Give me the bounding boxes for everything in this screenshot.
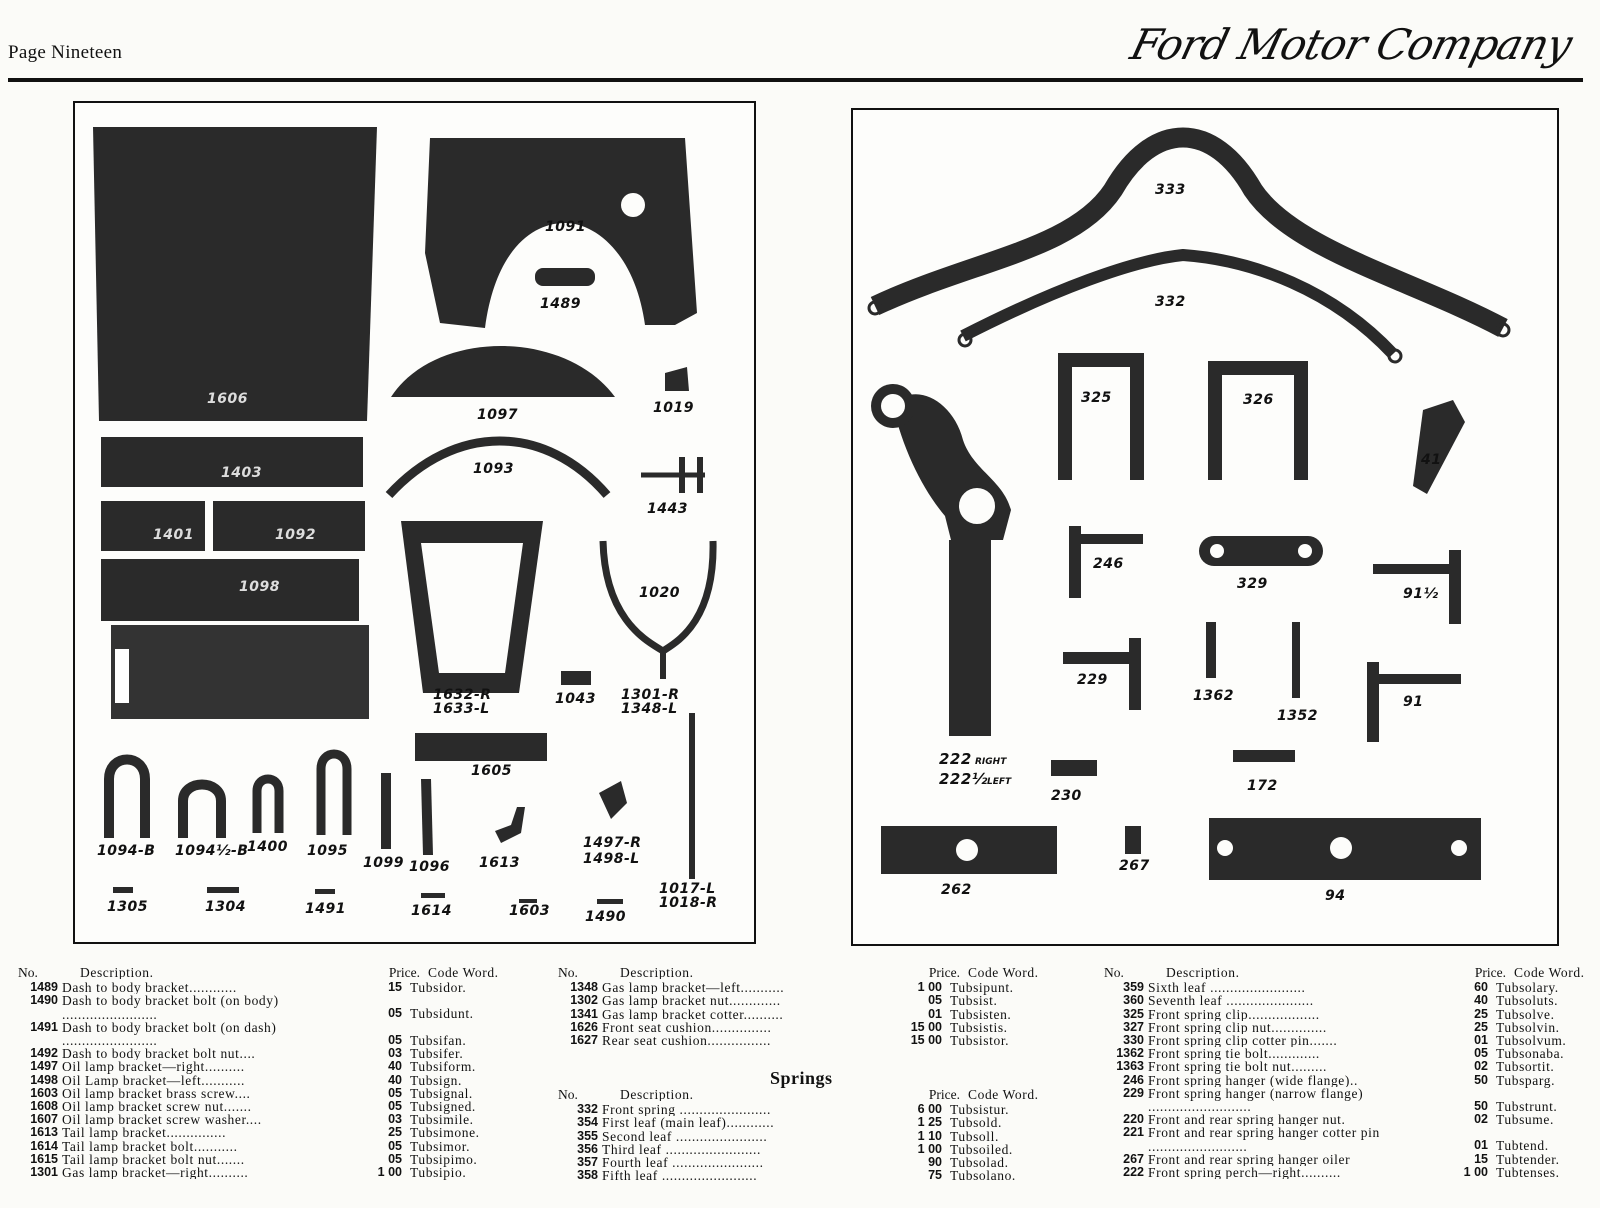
part-number: 1491 bbox=[30, 1019, 58, 1034]
part-label-1613: 1613 bbox=[479, 855, 520, 871]
part-246 bbox=[1075, 534, 1143, 544]
part-number: 1302 bbox=[570, 993, 598, 1008]
table-row bbox=[1104, 1008, 1584, 1021]
part-description: Front spring perch—right.......... bbox=[1148, 1166, 1341, 1180]
header-description: Description. bbox=[1166, 966, 1240, 980]
part-description: Seventh leaf ...................... bbox=[1148, 994, 1314, 1008]
part-label-325: 325 bbox=[1081, 390, 1112, 406]
part-label-1096: 1096 bbox=[409, 859, 450, 875]
part-number: 359 bbox=[1123, 980, 1144, 995]
header-price: Price. bbox=[1474, 965, 1506, 980]
part-1094-half-b bbox=[183, 785, 221, 839]
part-price: 02 bbox=[1474, 1112, 1488, 1127]
part-326 bbox=[1215, 368, 1301, 480]
header-price: Price. bbox=[928, 1087, 960, 1102]
part-label-1098: 1098 bbox=[239, 579, 280, 595]
part-price: 1 00 bbox=[1463, 1165, 1488, 1180]
part-1490 bbox=[597, 899, 623, 904]
part-price: 60 bbox=[1474, 980, 1488, 995]
part-number: 1492 bbox=[30, 1046, 58, 1061]
header-code: Code Word. bbox=[1514, 965, 1585, 980]
part-1043 bbox=[561, 671, 591, 685]
part-price: 25 bbox=[1474, 1019, 1488, 1034]
part-number: 332 bbox=[577, 1102, 598, 1117]
code-word: Tubsoll. bbox=[950, 1128, 999, 1144]
part-1491 bbox=[315, 889, 335, 894]
header-no: No. bbox=[558, 965, 578, 980]
table-row bbox=[18, 1021, 493, 1047]
part-number: 1626 bbox=[570, 1019, 598, 1034]
part-price: 1 25 bbox=[917, 1115, 942, 1130]
header-divider bbox=[8, 78, 1583, 82]
part-price: 03 bbox=[388, 1112, 402, 1127]
code-word: Tubsiform. bbox=[410, 1059, 476, 1075]
code-word: Tubsolvin. bbox=[1496, 1019, 1560, 1035]
table-row bbox=[1104, 1126, 1584, 1152]
part-label-1095: 1095 bbox=[307, 843, 348, 859]
part-91 bbox=[1377, 674, 1461, 684]
table-row bbox=[558, 1169, 1039, 1182]
part-price: 05 bbox=[388, 1099, 402, 1114]
part-description: Second leaf ....................... bbox=[602, 1129, 768, 1143]
part-229 bbox=[1063, 652, 1139, 664]
part-price: 25 bbox=[1474, 1006, 1488, 1021]
part-1019 bbox=[665, 367, 689, 391]
part-label-1304: 1304 bbox=[205, 899, 246, 915]
part-price: 05 bbox=[928, 993, 942, 1008]
part-description: Front spring hanger (narrow flange) .......................... bbox=[1148, 1086, 1364, 1114]
part-number: 356 bbox=[577, 1141, 598, 1156]
part-1489 bbox=[535, 268, 595, 286]
code-word: Tubsimile. bbox=[410, 1112, 474, 1128]
part-price: 15 00 bbox=[910, 1019, 942, 1034]
part-description: Front seat cushion............... bbox=[602, 1020, 772, 1035]
part-number: 358 bbox=[577, 1168, 598, 1183]
price-table-col-2 bbox=[558, 965, 1039, 1049]
part-number: 220 bbox=[1123, 1112, 1144, 1127]
part-1095 bbox=[321, 754, 347, 835]
table-header bbox=[558, 965, 1039, 980]
table-row bbox=[558, 1130, 1039, 1143]
part-description: Front spring ....................... bbox=[602, 1103, 771, 1117]
part-price: 1 00 bbox=[917, 1141, 942, 1156]
part-label-1094b: 1094-B bbox=[97, 843, 156, 859]
part-description: Front spring tie bolt nut......... bbox=[1148, 1060, 1328, 1074]
part-price: 02 bbox=[1474, 1059, 1488, 1074]
header-no: No. bbox=[558, 1087, 578, 1102]
part-price: 05 bbox=[388, 1151, 402, 1166]
part-1304 bbox=[207, 887, 239, 893]
part-label-1490: 1490 bbox=[585, 909, 626, 925]
part-description: Oil lamp bracket brass screw.... bbox=[62, 1086, 251, 1101]
part-number: 246 bbox=[1123, 1072, 1144, 1087]
part-label-right: RIGHT bbox=[975, 757, 1007, 767]
code-word: Tubsipunt. bbox=[950, 980, 1014, 996]
part-description: Front and rear spring hanger cotter pin ......................... bbox=[1148, 1126, 1380, 1153]
table-row bbox=[18, 981, 493, 994]
table-row bbox=[558, 994, 1033, 1007]
part-label-91: 91 bbox=[1403, 694, 1424, 710]
part-1497-1498 bbox=[599, 781, 627, 819]
part-number: 1498 bbox=[30, 1072, 58, 1087]
part-label-222: 222 bbox=[939, 750, 972, 768]
part-number: 1490 bbox=[30, 993, 58, 1008]
part-description: Front and rear spring hanger oiler bbox=[1148, 1152, 1351, 1167]
part-label-1043: 1043 bbox=[555, 691, 596, 707]
part-unlabeled-panel bbox=[111, 625, 369, 719]
part-number: 1608 bbox=[30, 1099, 58, 1114]
part-label-246: 246 bbox=[1093, 556, 1124, 572]
part-price: 40 bbox=[388, 1072, 402, 1087]
table-row bbox=[1104, 1060, 1584, 1073]
header-code: Code Word. bbox=[968, 965, 1039, 980]
part-label-1301r: 1301-R bbox=[621, 687, 680, 703]
header-description: Description. bbox=[620, 1088, 694, 1102]
table-row bbox=[18, 1060, 493, 1073]
table-header bbox=[18, 965, 499, 980]
part-price: 90 bbox=[928, 1155, 942, 1170]
part-description: Dash to body bracket bolt nut.... bbox=[62, 1047, 256, 1061]
table-row bbox=[1104, 1113, 1584, 1126]
part-label-222-half: 222½ bbox=[939, 770, 988, 788]
part-label-1092: 1092 bbox=[275, 527, 316, 543]
code-word: Tubsolve. bbox=[1496, 1006, 1555, 1022]
table-header bbox=[558, 1088, 1039, 1101]
header-description: Description. bbox=[620, 966, 694, 980]
part-price: 01 bbox=[1474, 1033, 1488, 1048]
part-label-172: 172 bbox=[1247, 778, 1278, 794]
part-number: 330 bbox=[1123, 1033, 1144, 1048]
part-description: Tail lamp bracket............... bbox=[62, 1126, 227, 1140]
code-word: Tubsipimo. bbox=[410, 1151, 478, 1167]
code-word: Tubsistor. bbox=[950, 1033, 1010, 1049]
part-price: 40 bbox=[388, 1059, 402, 1074]
part-label-left: LEFT bbox=[987, 777, 1012, 787]
part-label-1443: 1443 bbox=[647, 501, 688, 517]
part-1098 bbox=[101, 559, 359, 621]
code-word: Tubsignal. bbox=[410, 1085, 473, 1101]
code-word: Tubsifan. bbox=[410, 1032, 467, 1048]
section-title-springs: Springs bbox=[770, 1068, 833, 1088]
table-row bbox=[1104, 994, 1584, 1007]
part-label-1401: 1401 bbox=[153, 527, 194, 543]
code-word: Tubsifer. bbox=[410, 1046, 464, 1062]
part-number: 1497 bbox=[30, 1059, 58, 1074]
table-row bbox=[558, 1008, 1033, 1021]
part-label-1497r: 1497-R bbox=[583, 835, 642, 851]
part-price: 75 bbox=[928, 1168, 942, 1183]
part-label-1633l: 1633-L bbox=[433, 701, 490, 717]
part-number: 1489 bbox=[30, 980, 58, 995]
part-1613 bbox=[495, 807, 525, 843]
part-label-1498l: 1498-L bbox=[583, 851, 640, 867]
part-description: Gas lamp bracket—right.......... bbox=[62, 1166, 249, 1180]
table-row bbox=[18, 994, 493, 1020]
part-1401 bbox=[101, 501, 205, 551]
header-code: Code Word. bbox=[968, 1087, 1039, 1102]
part-number: 327 bbox=[1123, 1019, 1144, 1034]
part-333 bbox=[875, 138, 1503, 329]
table-row bbox=[1104, 1087, 1584, 1113]
part-label-1094-half-b: 1094½-B bbox=[175, 843, 249, 859]
price-table-col-1 bbox=[18, 965, 499, 1181]
part-number: 1607 bbox=[30, 1112, 58, 1127]
code-word: Tubsoiled. bbox=[950, 1141, 1013, 1157]
part-label-1489: 1489 bbox=[540, 296, 581, 312]
part-description: Oil Lamp bracket—left........... bbox=[62, 1073, 246, 1087]
part-label-1018r: 1018-R bbox=[659, 895, 718, 911]
part-label-1403: 1403 bbox=[221, 465, 262, 481]
part-price: 01 bbox=[928, 1006, 942, 1021]
part-1614 bbox=[421, 893, 445, 898]
part-label-332: 332 bbox=[1155, 294, 1186, 310]
part-label-1603: 1603 bbox=[509, 903, 550, 919]
part-label-1614: 1614 bbox=[411, 903, 452, 919]
part-label-1352: 1352 bbox=[1277, 708, 1318, 724]
part-description: Dash to body bracket............ bbox=[62, 981, 237, 995]
part-description: Front spring clip.................. bbox=[1148, 1007, 1320, 1021]
header-code: Code Word. bbox=[428, 965, 499, 980]
header-no: No. bbox=[18, 965, 38, 980]
part-price: 15 bbox=[388, 980, 402, 995]
part-description: Gas lamp bracket—left........... bbox=[602, 981, 785, 995]
parts-drawing-left bbox=[75, 103, 754, 942]
part-number: 325 bbox=[1123, 1006, 1144, 1021]
part-description: Front spring clip cotter pin....... bbox=[1148, 1034, 1338, 1048]
part-label-1019: 1019 bbox=[653, 400, 694, 416]
part-number: 221 bbox=[1123, 1125, 1144, 1140]
part-price: 40 bbox=[1474, 993, 1488, 1008]
part-number: 355 bbox=[577, 1128, 598, 1143]
part-label-1606: 1606 bbox=[207, 391, 248, 407]
part-label-1093: 1093 bbox=[473, 461, 514, 477]
part-price: 50 bbox=[1474, 1072, 1488, 1087]
code-word: Tubstrunt. bbox=[1496, 1098, 1558, 1114]
part-description: Front spring hanger (wide flange).. bbox=[1148, 1073, 1358, 1087]
header-price: Price. bbox=[928, 965, 960, 980]
part-label-262: 262 bbox=[941, 882, 972, 898]
code-word: Tubsonaba. bbox=[1496, 1046, 1565, 1062]
part-number: 229 bbox=[1123, 1085, 1144, 1100]
part-number: 1341 bbox=[570, 1006, 598, 1021]
part-number: 1348 bbox=[570, 980, 598, 995]
part-1605 bbox=[415, 733, 547, 761]
code-word: Tubsigned. bbox=[410, 1099, 476, 1115]
part-number: 1613 bbox=[30, 1125, 58, 1140]
part-number: 1615 bbox=[30, 1151, 58, 1166]
part-label-1632r: 1632-R bbox=[433, 687, 492, 703]
code-word: Tubsold. bbox=[950, 1115, 1002, 1131]
table-row bbox=[18, 1074, 493, 1087]
part-label-326: 326 bbox=[1243, 392, 1274, 408]
parts-illustration-left bbox=[73, 101, 756, 944]
table-row bbox=[558, 1116, 1039, 1129]
part-label-1491: 1491 bbox=[305, 901, 346, 917]
part-label-1097: 1097 bbox=[477, 407, 518, 423]
part-number: 1363 bbox=[1116, 1059, 1144, 1074]
code-word: Tubsume. bbox=[1496, 1112, 1554, 1128]
page-number-label: Page Nineteen bbox=[8, 42, 123, 63]
part-price: 01 bbox=[1474, 1138, 1488, 1153]
price-table-springs bbox=[558, 1088, 1039, 1182]
code-word: Tubsortit. bbox=[1496, 1059, 1555, 1075]
code-word: Tubsoluts. bbox=[1496, 993, 1559, 1009]
part-description: Dash to body bracket bolt (on dash) ........................ bbox=[62, 1020, 277, 1048]
part-price: 05 bbox=[388, 1138, 402, 1153]
part-description: Fourth leaf ....................... bbox=[602, 1156, 764, 1170]
part-label-1091: 1091 bbox=[545, 219, 586, 235]
part-1099 bbox=[381, 773, 391, 849]
code-word: Tubsign. bbox=[410, 1072, 462, 1088]
part-description: Gas lamp bracket nut............. bbox=[602, 994, 781, 1008]
part-label-229: 229 bbox=[1077, 672, 1108, 688]
part-price: 50 bbox=[1474, 1098, 1488, 1113]
part-label-333: 333 bbox=[1155, 182, 1186, 198]
part-description: Oil lamp bracket—right.......... bbox=[62, 1060, 245, 1074]
part-description: Front spring tie bolt............. bbox=[1148, 1047, 1320, 1061]
part-price: 1 10 bbox=[917, 1128, 942, 1143]
part-number: 1614 bbox=[30, 1138, 58, 1153]
part-label-1400: 1400 bbox=[247, 839, 288, 855]
code-word: Tubtend. bbox=[1496, 1138, 1549, 1154]
part-description: Front and rear spring hanger nut. bbox=[1148, 1113, 1346, 1127]
part-price: 05 bbox=[388, 1085, 402, 1100]
brand-logo: Ford Motor Company bbox=[1125, 20, 1577, 69]
part-price: 03 bbox=[388, 1046, 402, 1061]
part-label-1362: 1362 bbox=[1193, 688, 1234, 704]
part-number: 360 bbox=[1123, 993, 1144, 1008]
price-table-col-3 bbox=[1104, 966, 1584, 1179]
part-description: Fifth leaf ........................ bbox=[602, 1169, 758, 1183]
code-word: Tubsolary. bbox=[1496, 980, 1559, 996]
part-label-329: 329 bbox=[1237, 576, 1268, 592]
part-price: 05 bbox=[388, 1006, 402, 1021]
part-41 bbox=[1413, 400, 1465, 494]
part-1606 bbox=[93, 127, 377, 421]
part-1400 bbox=[257, 779, 279, 833]
part-172 bbox=[1233, 750, 1295, 762]
part-number: 1603 bbox=[30, 1085, 58, 1100]
part-267 bbox=[1125, 826, 1141, 854]
code-word: Tubsparg. bbox=[1496, 1072, 1556, 1088]
part-1362 bbox=[1206, 622, 1216, 678]
part-label-91-half: 91½ bbox=[1403, 586, 1439, 602]
part-number: 1362 bbox=[1116, 1046, 1144, 1061]
code-word: Tubsistis. bbox=[950, 1019, 1008, 1035]
part-label-94: 94 bbox=[1325, 888, 1346, 904]
table-row bbox=[558, 1034, 1033, 1047]
part-1017-1018 bbox=[689, 713, 695, 879]
part-description: Gas lamp bracket cotter.......... bbox=[602, 1007, 784, 1021]
part-number: 1301 bbox=[30, 1165, 58, 1180]
header-no: No. bbox=[1104, 965, 1124, 980]
part-number: 1627 bbox=[570, 1033, 598, 1048]
part-number: 354 bbox=[577, 1115, 598, 1130]
part-number: 357 bbox=[577, 1155, 598, 1170]
part-price: 15 00 bbox=[910, 1033, 942, 1048]
header-description: Description. bbox=[80, 966, 154, 980]
part-label-1017l: 1017-L bbox=[659, 881, 716, 897]
part-price: 1 00 bbox=[917, 980, 942, 995]
part-91-half bbox=[1373, 564, 1455, 574]
part-label-1348l: 1348-L bbox=[621, 701, 678, 717]
code-word: Tubsimor. bbox=[410, 1138, 471, 1154]
part-1094b bbox=[109, 760, 145, 839]
header-price: Price. bbox=[388, 965, 420, 980]
code-word: Tubsolano. bbox=[950, 1168, 1016, 1184]
part-description: Oil lamp bracket screw washer.... bbox=[62, 1113, 262, 1127]
part-label-1020: 1020 bbox=[639, 585, 680, 601]
part-description: Rear seat cushion................ bbox=[602, 1034, 772, 1048]
part-label-230: 230 bbox=[1051, 788, 1082, 804]
part-label-1305: 1305 bbox=[107, 899, 148, 915]
code-word: Tubsipio. bbox=[410, 1165, 467, 1181]
part-description: Tail lamp bracket bolt nut....... bbox=[62, 1152, 245, 1167]
part-description: Front spring clip nut.............. bbox=[1148, 1020, 1327, 1035]
part-1096 bbox=[421, 779, 433, 855]
table-row bbox=[18, 1126, 493, 1139]
code-word: Tubsist. bbox=[950, 993, 998, 1009]
part-price: 15 bbox=[1474, 1151, 1488, 1166]
parts-drawing-right bbox=[853, 110, 1557, 944]
part-description: Sixth leaf ........................ bbox=[1148, 981, 1306, 995]
part-description: Dash to body bracket bolt (on body) ........................ bbox=[62, 994, 279, 1021]
table-row bbox=[18, 1140, 493, 1153]
part-price: 1 00 bbox=[377, 1165, 402, 1180]
part-1305 bbox=[113, 887, 133, 893]
part-number: 222 bbox=[1123, 1165, 1144, 1180]
part-label-1605: 1605 bbox=[471, 763, 512, 779]
part-price: 25 bbox=[388, 1125, 402, 1140]
code-word: Tubsimone. bbox=[410, 1125, 480, 1141]
part-price: 05 bbox=[1474, 1046, 1488, 1061]
code-word: Tubsistur. bbox=[950, 1102, 1010, 1118]
part-label-1099: 1099 bbox=[363, 855, 404, 871]
part-description: First leaf (main leaf)............ bbox=[602, 1116, 775, 1130]
part-description: Oil lamp bracket screw nut....... bbox=[62, 1100, 252, 1114]
part-1352 bbox=[1292, 622, 1300, 698]
part-325 bbox=[1065, 360, 1137, 480]
part-description: Third leaf ........................ bbox=[602, 1142, 761, 1157]
code-word: Tubsolad. bbox=[950, 1155, 1009, 1171]
part-price: 05 bbox=[388, 1032, 402, 1047]
table-row bbox=[18, 1166, 493, 1179]
part-1092 bbox=[213, 501, 365, 551]
table-row bbox=[1104, 1166, 1584, 1179]
code-word: Tubsidunt. bbox=[410, 1006, 474, 1022]
table-header bbox=[1104, 966, 1584, 979]
parts-illustration-right bbox=[851, 108, 1559, 946]
part-label-267: 267 bbox=[1119, 858, 1150, 874]
code-word: Tubsidor. bbox=[410, 980, 467, 996]
part-1097 bbox=[391, 346, 615, 397]
code-word: Tubsolvum. bbox=[1496, 1033, 1567, 1049]
code-word: Tubtender. bbox=[1496, 1151, 1560, 1167]
code-word: Tubsisten. bbox=[950, 1006, 1012, 1022]
part-description: Tail lamp bracket bolt........... bbox=[62, 1139, 238, 1153]
table-row bbox=[1104, 1074, 1584, 1087]
part-label-41: 41 bbox=[1421, 452, 1442, 468]
code-word: Tubtenses. bbox=[1496, 1165, 1560, 1181]
part-230 bbox=[1051, 760, 1097, 776]
part-price: 6 00 bbox=[917, 1102, 942, 1117]
part-number: 267 bbox=[1123, 1151, 1144, 1166]
